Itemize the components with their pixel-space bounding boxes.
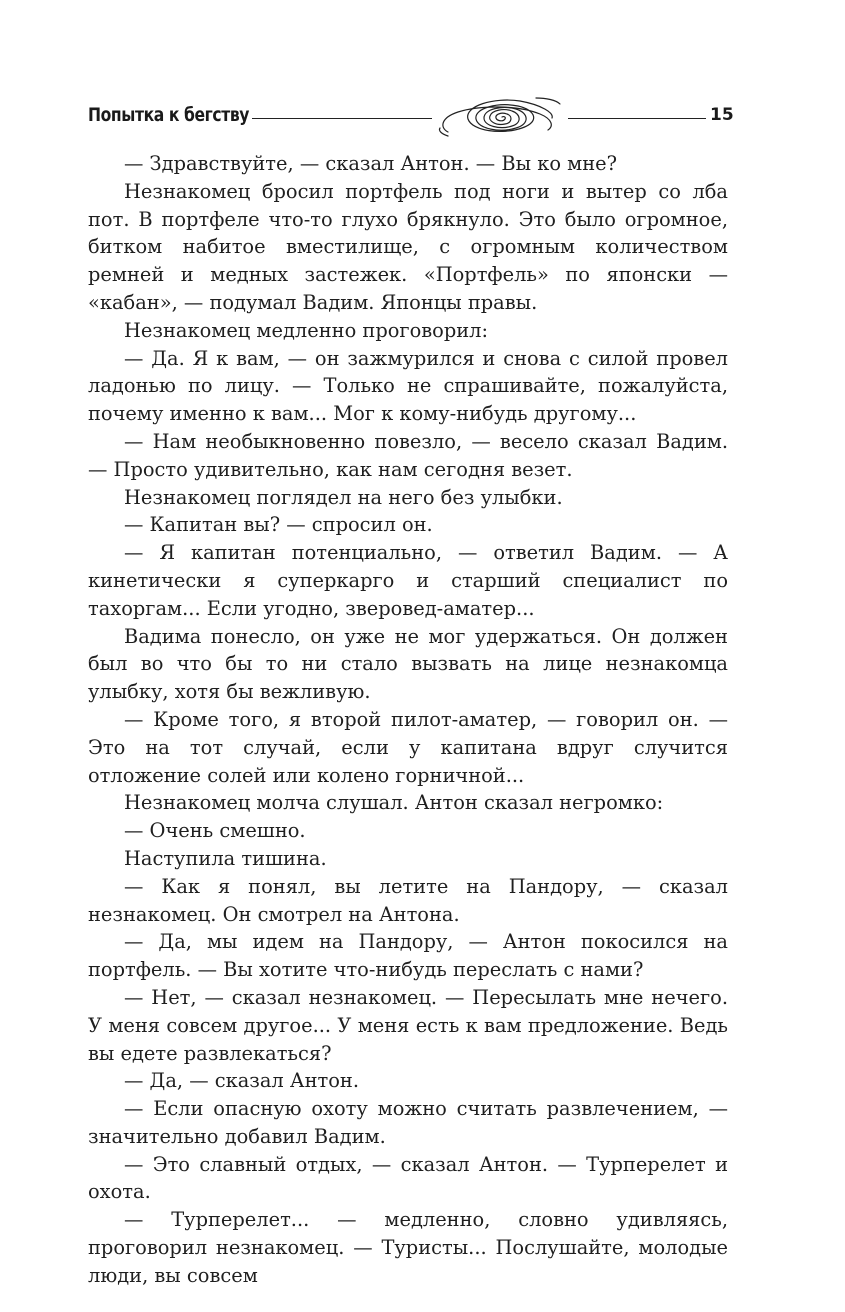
- paragraph: Вадима понесло, он уже не мог удержаться. Он должен был во что бы то ни стало вызвать на лице незнакомца улыбку, хотя бы вежливую.: [88, 624, 728, 704]
- running-head-rule-left: [252, 118, 432, 119]
- paragraph: — Здравствуйте, — сказал Антон. — Вы ко мне?: [124, 152, 618, 175]
- paragraph: Незнакомец бросил портфель под ноги и вытер со лба пот. В портфеле что-то глухо брякнуло. Это было огромное, битком набитое вместилище, с огромным количеством ремней и медных застежек. «Портфель» по японски — «кабан», — подумал Вадим. Японцы правы.: [88, 179, 728, 314]
- paragraph: — Кроме того, я второй пилот-аматер, — говорил он. — Это на тот случай, если у капитана вдруг случится отложение солей или колено горничной...: [88, 707, 728, 787]
- paragraph: — Да, — сказал Антон.: [124, 1069, 360, 1093]
- paragraph: — Нет, — сказал незнакомец. — Пересылать мне нечего. У меня совсем другое... У меня есть к вам предложение. Ведь вы едете развлекаться?: [88, 985, 728, 1065]
- paragraph: — Турперелет... — медленно, словно удивляясь, проговорил незнакомец. — Туристы... Послушайте, молодые люди, вы совсем: [88, 1208, 728, 1287]
- paragraph: Незнакомец молча слушал. Антон сказал негромко:: [124, 791, 664, 815]
- paragraph: — Очень смешно.: [124, 819, 306, 843]
- paragraph: — Это славный отдых, — сказал Антон. — Турперелет и охота.: [88, 1152, 728, 1204]
- paragraph: — Я капитан потенциально, — ответил Вадим. — А кинетически я суперкарго и старший специалист по тахоргам... Если угодно, зверовед-аматер...: [88, 541, 728, 620]
- body-text: [88, 150, 728, 1290]
- paragraph: — Да, мы идем на Пандору, — Антон покосился на портфель. — Вы хотите что-нибудь переслать с нами?: [88, 930, 728, 982]
- running-head-title: Попытка к бегству: [88, 104, 250, 126]
- spiral-galaxy-icon: [428, 92, 572, 142]
- paragraph: — Как я понял, вы летите на Пандору, — сказал незнакомец. Он смотрел на Антона.: [88, 874, 728, 926]
- paragraph: Незнакомец поглядел на него без улыбки.: [124, 485, 563, 509]
- paragraph: — Нам необыкновенно повезло, — весело сказал Вадим. — Просто удивительно, как нам сегодня везет.: [88, 429, 728, 481]
- paragraph: Наступила тишина.: [124, 846, 327, 870]
- paragraph: — Капитан вы? — спросил он.: [124, 513, 433, 537]
- paragraph: Незнакомец медленно проговорил:: [124, 318, 489, 342]
- paragraph: — Да. Я к вам, — он зажмурился и снова с силой провел ладонью по лицу. — Только не спрашивайте, пожалуйста, почему именно к вам... Мог к кому-нибудь другому...: [88, 346, 728, 426]
- page-number: 15: [710, 105, 734, 125]
- running-head: [88, 96, 734, 140]
- paragraph: — Если опасную охоту можно считать развлечением, — значительно добавил Вадим.: [88, 1097, 728, 1148]
- running-head-rule-right: [568, 118, 706, 119]
